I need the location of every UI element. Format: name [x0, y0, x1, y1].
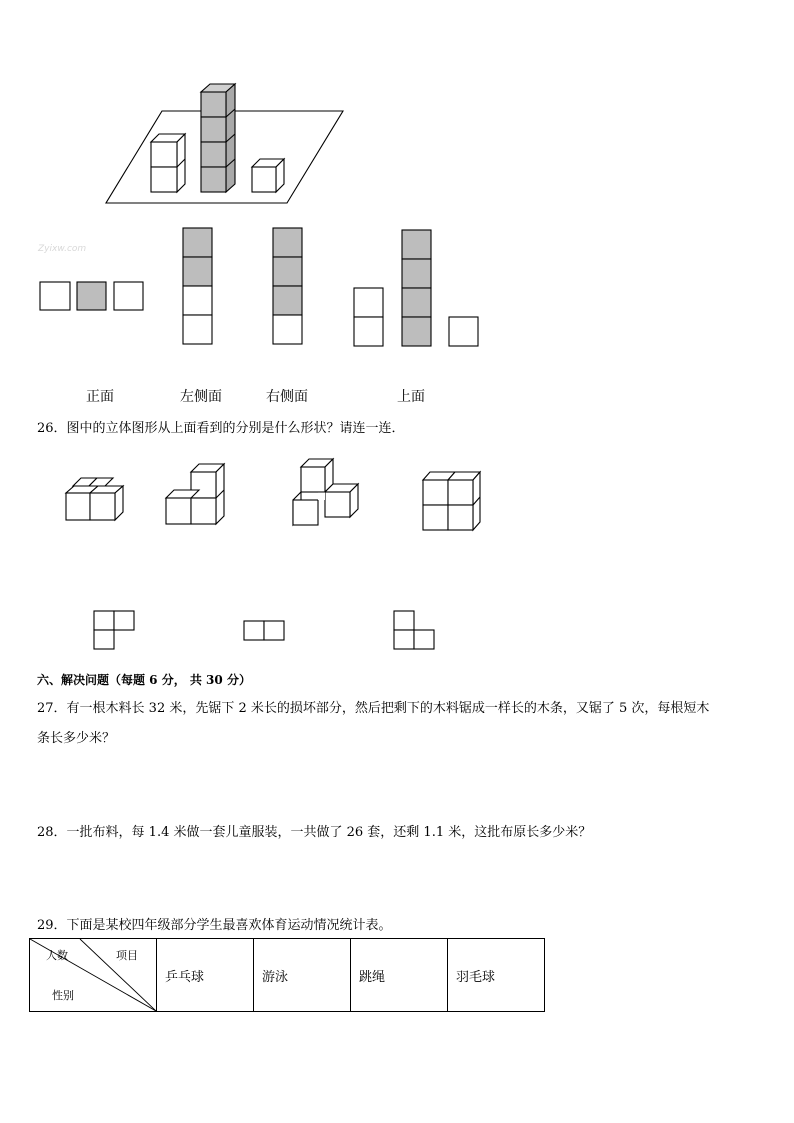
solid-2 [166, 464, 224, 524]
label-right-side: 右侧面 [266, 389, 308, 405]
statistics-table [29, 938, 545, 1012]
top-view-2 [244, 621, 284, 640]
question-29: 29．下面是某校四年级部分学生最喜欢体育运动情况统计表。 [37, 918, 392, 933]
question-26: 26．图中的立体图形从上面看到的分别是什么形状？请连一连． [37, 421, 405, 436]
top-view-1 [94, 611, 134, 649]
table-row [30, 939, 545, 1012]
solid-4 [423, 472, 480, 530]
column-jump-rope: 跳绳 [351, 939, 448, 1012]
label-front: 正面 [86, 389, 114, 405]
label-left-side: 左侧面 [180, 389, 222, 405]
diagonal-header-cell [30, 939, 157, 1012]
top-view-3 [394, 611, 434, 649]
header-people: 人数 [46, 949, 68, 962]
column-pingpong: 乒乓球 [157, 939, 254, 1012]
solid-3 [293, 459, 358, 525]
label-top: 上面 [397, 389, 425, 405]
section-6-title: 六、解决问题（每题 6 分， 共 30 分） [37, 673, 251, 687]
question-27-line2: 条长多少米？ [37, 731, 116, 746]
header-item: 项目 [116, 949, 138, 962]
watermark: Zyixw.com [38, 244, 87, 254]
solid-1 [66, 478, 123, 520]
column-badminton: 羽毛球 [448, 939, 545, 1012]
header-gender: 性别 [52, 989, 74, 1002]
question-27-line1: 27．有一根木料长 32 米，先锯下 2 米长的损坏部分，然后把剩下的木料锯成一样长的木条，又锯了 5 次，每根短木 [37, 701, 710, 716]
column-swimming: 游泳 [254, 939, 351, 1012]
question-28: 28．一批布料，每 1.4 米做一套儿童服装，一共做了 26 套，还剩 1.1 米，这批布原长多少米？ [37, 825, 592, 840]
